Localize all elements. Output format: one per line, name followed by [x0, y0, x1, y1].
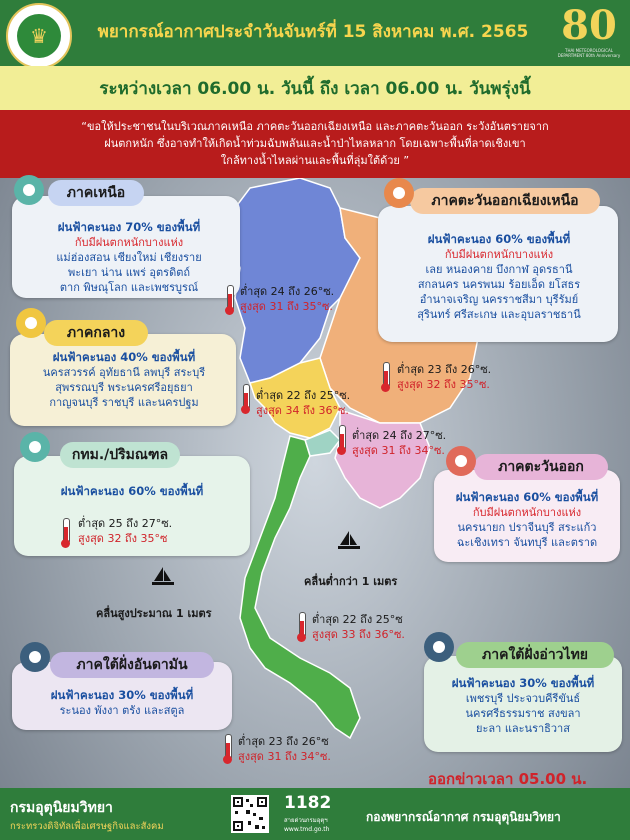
ministry-logo — [6, 3, 72, 69]
thermometer-icon — [226, 285, 233, 315]
card-east — [434, 470, 620, 562]
east-heavy: กับมีฝนตกหนักบางแห่ง — [472, 506, 582, 519]
hotline-caption: สายด่วนกรมอุตุฯ — [284, 817, 328, 824]
bangkok-map-temp-high: สูงสุด 31 ถึง 34°ซ. — [352, 444, 445, 457]
thermometer-icon — [62, 518, 69, 548]
andaman-rain: ฝนฟ้าคะนอง 30% ของพื้นที่ — [50, 688, 194, 702]
north-area: แม่ฮ่องสอน เชียงใหม่ เชียงราย — [56, 251, 202, 264]
map-region-east — [335, 410, 430, 508]
website-link[interactable]: www.tmd.go.th — [284, 826, 330, 833]
gulf-rain: ฝนฟ้าคะนอง 30% ของพื้นที่ — [451, 676, 595, 690]
central-temp-low: ต่ำสุด 22 ถึง 25°ซ. — [256, 389, 351, 402]
thermometer-icon — [298, 612, 305, 642]
thermometer-icon — [224, 734, 231, 764]
hotline-number: 1182 — [284, 793, 332, 813]
footer-division: กองพยากรณ์อากาศ กรมอุตุนิยมวิทยา — [366, 810, 561, 824]
northeast-temperature — [397, 362, 491, 392]
andaman-temp-low: ต่ำสุด 23 ถึง 26°ซ — [238, 735, 329, 748]
issue-time: ออกข่าวเวลา 05.00 น. — [428, 770, 588, 788]
warning-line: ฝนตกหนัก ซึ่งอาจทำให้เกิดน้ำท่วมฉับพลันและน้ำป่าไหลหลาก โดยเฉพาะพื้นที่ลาดเชิงเขา — [104, 137, 526, 150]
footer-ministry: กระทรวงดิจิทัลเพื่อเศรษฐกิจและสังคม — [10, 821, 164, 832]
emblem-icon: ♛ — [17, 14, 61, 58]
northeast-temp-high: สูงสุด 32 ถึง 35°ซ. — [397, 378, 490, 391]
warning-text — [12, 118, 618, 169]
south-andaman-label: ภาคใต้ฝั่งอันดามัน — [50, 652, 214, 678]
south-gulf-temp-low: ต่ำสุด 22 ถึง 25°ซ — [312, 613, 403, 626]
south-gulf-temp-high: สูงสุด 33 ถึง 36°ซ. — [312, 628, 405, 641]
central-temperature — [256, 388, 350, 418]
bangkok-map-temp-low: ต่ำสุด 24 ถึง 27°ซ. — [352, 429, 447, 442]
location-pin-icon — [424, 632, 454, 662]
thermometer-icon — [382, 362, 389, 392]
north-temp-high: สูงสุด 31 ถึง 35°ซ. — [240, 300, 333, 313]
boat-icon — [150, 566, 176, 588]
north-temperature — [240, 284, 334, 314]
footer-department: กรมอุตุนิยมวิทยา — [10, 800, 113, 816]
card-south-gulf — [424, 656, 622, 752]
central-rain: ฝนฟ้าคะนอง 40% ของพื้นที่ — [52, 350, 196, 364]
gulf-area: นครศรีธรรมราช สงขลา — [465, 707, 581, 720]
northeast-area: เลย หนองคาย บึงกาฬ อุดรธานี — [425, 263, 573, 276]
south-gulf-temperature — [312, 612, 405, 642]
location-pin-icon — [20, 432, 50, 462]
location-pin-icon — [20, 642, 50, 672]
location-pin-icon — [16, 308, 46, 338]
andaman-temperature — [238, 734, 331, 764]
boat-icon — [336, 530, 362, 552]
qr-code-icon[interactable] — [231, 795, 269, 833]
location-pin-icon — [14, 175, 44, 205]
north-area: ตาก พิษณุโลก และเพชรบูรณ์ — [59, 281, 199, 294]
location-pin-icon — [446, 446, 476, 476]
card-northeast — [378, 206, 618, 342]
anniversary-logo — [554, 4, 624, 62]
anniversary-caption: THAI METEOROLOGICAL DEPARTMENT 80th Anniversary — [557, 48, 621, 58]
north-area: พะเยา น่าน แพร่ อุตรดิตถ์ — [67, 266, 191, 279]
north-temp-low: ต่ำสุด 24 ถึง 26°ซ. — [240, 285, 335, 298]
bangkok-rain: ฝนฟ้าคะนอง 60% ของพื้นที่ — [60, 484, 204, 498]
northeast-area: อำนาจเจริญ นครราชสีมา บุรีรัมย์ — [419, 293, 579, 306]
northeast-area: สกลนคร นครพนม ร้อยเอ็ด ยโสธร — [417, 278, 581, 291]
northeast-heavy: กับมีฝนตกหนักบางแห่ง — [444, 248, 554, 261]
card-central — [10, 334, 236, 426]
central-area: สุพรรณบุรี พระนครศรีอยุธยา — [55, 381, 193, 394]
thermometer-icon — [242, 384, 249, 414]
card-north — [12, 196, 240, 298]
warning-line: “ขอให้ประชาชนในบริเวณภาคเหนือ ภาคตะวันออกเฉียงเหนือ และภาคตะวันออก ระวังอันตรายจาก — [81, 120, 549, 133]
thermometer-icon — [338, 425, 345, 455]
east-rain: ฝนฟ้าคะนอง 60% ของพื้นที่ — [455, 490, 599, 504]
south-gulf-label: ภาคใต้ฝั่งอ่าวไทย — [456, 642, 614, 668]
andaman-temp-high: สูงสุด 31 ถึง 34°ซ. — [238, 750, 331, 763]
bangkok-temp-high: สูงสุด 32 ถึง 35°ซ — [78, 532, 168, 545]
warning-line: ใกล้ทางน้ำไหลผ่านและพื้นที่ลุ่มใต้ด้วย ” — [220, 154, 410, 167]
northeast-rain: ฝนฟ้าคะนอง 60% ของพื้นที่ — [427, 232, 571, 246]
east-area: นครนายก ปราจีนบุรี สระแก้ว — [457, 521, 597, 534]
central-label: ภาคกลาง — [44, 320, 148, 346]
central-area: นครสวรรค์ อุทัยธานี ลพบุรี สระบุรี — [42, 366, 206, 379]
page-title: พยากรณ์อากาศประจำวันจันทร์ที่ 15 สิงหาคม พ.ศ. 2565 — [97, 22, 529, 42]
location-pin-icon — [384, 178, 414, 208]
forecast-period: ระหว่างเวลา 06.00 น. วันนี้ ถึง เวลา 06.00 น. วันพรุ่งนี้ — [99, 79, 531, 99]
bangkok-temperature — [78, 516, 172, 546]
central-area: กาญจนบุรี ราชบุรี และนครปฐม — [49, 396, 199, 409]
northeast-temp-low: ต่ำสุด 23 ถึง 26°ซ. — [397, 363, 492, 376]
northeast-area: สุรินทร์ ศรีสะเกษ และอุบลราชธานี — [417, 308, 581, 321]
north-rain: ฝนฟ้าคะนอง 70% ของพื้นที่ — [57, 220, 201, 234]
anniversary-number: 80 — [561, 2, 617, 49]
bangkok-map-temperature — [352, 428, 446, 458]
central-temp-high: สูงสุด 34 ถึง 36°ซ. — [256, 404, 349, 417]
gulf-area: เพชรบุรี ประจวบคีรีขันธ์ — [465, 692, 581, 705]
gulf-wave-text: คลื่นต่ำกว่า 1 เมตร — [304, 575, 398, 588]
east-label: ภาคตะวันออก — [474, 454, 608, 480]
east-area: ฉะเชิงเทรา จันทบุรี และตราด — [456, 536, 598, 549]
north-heavy: กับมีฝนตกหนักบางแห่ง — [74, 236, 184, 249]
gulf-area: ยะลา และนราธิวาส — [476, 722, 570, 735]
north-label: ภาคเหนือ — [48, 180, 144, 206]
bangkok-temp-low: ต่ำสุด 25 ถึง 27°ซ. — [78, 517, 173, 530]
andaman-area: ระนอง พังงา ตรัง และสตูล — [59, 704, 185, 717]
northeast-label: ภาคตะวันออกเฉียงเหนือ — [410, 188, 600, 214]
bangkok-label: กทม./ปริมณฑล — [60, 442, 180, 468]
andaman-wave-text: คลื่นสูงประมาณ 1 เมตร — [96, 607, 212, 620]
